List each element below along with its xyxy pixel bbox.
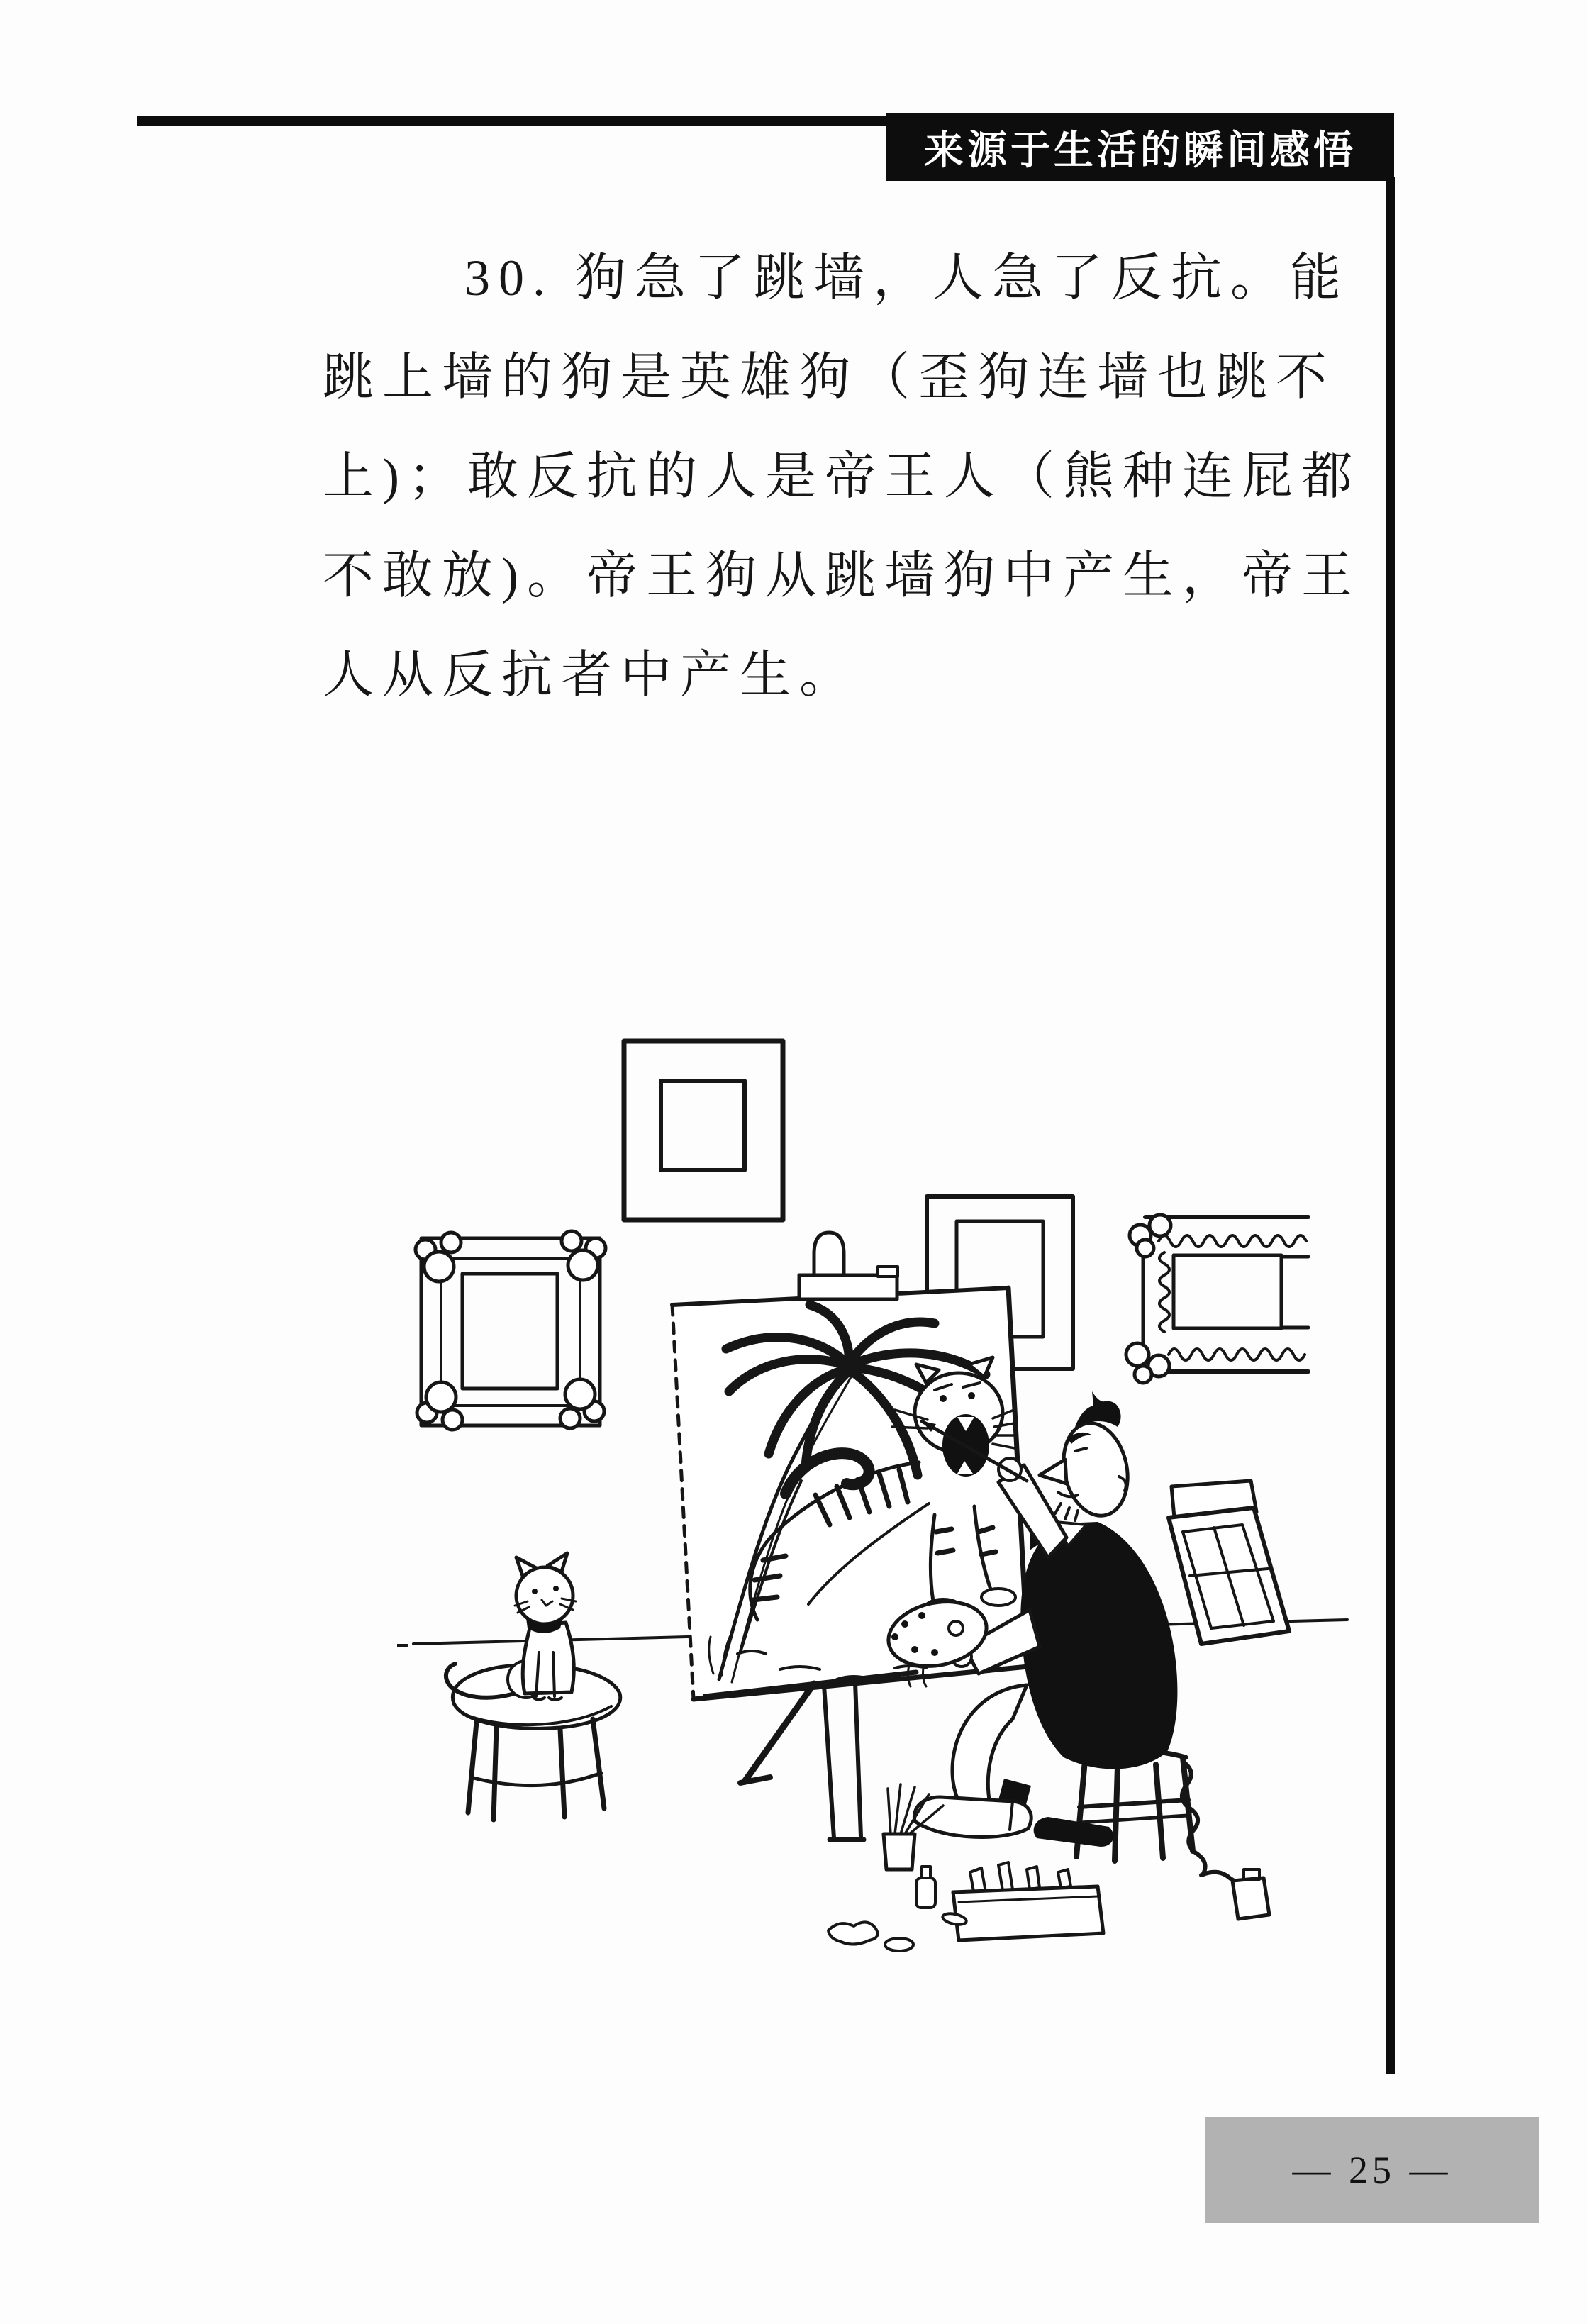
- footer-band: [1205, 2117, 1539, 2223]
- top-rule: [137, 116, 890, 126]
- cat-on-table: [446, 1553, 620, 1820]
- header-banner: [886, 113, 1394, 181]
- painter-black-vest: [1020, 1522, 1177, 1769]
- paragraph-line: 跳上墙的狗是英雄狗（歪狗连墙也跳不: [323, 349, 1336, 406]
- paragraph-line: 人从反抗者中产生。: [323, 647, 859, 704]
- paragraph-line: 上)；敢反抗的人是帝王人（熊种连屁都: [323, 448, 1361, 505]
- wall-frame-ornate-left: [416, 1231, 606, 1430]
- paragraph-line: 不敢放)。帝王狗从跳墙狗中产生，帝王: [323, 547, 1361, 604]
- header-title: 来源于生活的瞬间感悟: [924, 127, 1357, 172]
- table-legs: [468, 1719, 604, 1820]
- cartoon-artist-painting-tiger-illustration: [397, 1014, 1397, 1979]
- ink-bottle: [916, 1867, 935, 1908]
- wall-frame-simple-portrait: [624, 1041, 783, 1220]
- squeezed-paint-tube: [1182, 1762, 1269, 1919]
- rag: [828, 1922, 913, 1951]
- easel-mast-knob: [814, 1233, 844, 1277]
- leaning-stretcher-frame: [1169, 1481, 1289, 1644]
- paint-box: [942, 1862, 1103, 1940]
- paragraph-line: 30. 狗急了跳墙，人急了反抗。能: [464, 250, 1350, 306]
- wall-frame-ornate-right: [1126, 1215, 1308, 1383]
- page-number: — 25 —: [1292, 2149, 1452, 2191]
